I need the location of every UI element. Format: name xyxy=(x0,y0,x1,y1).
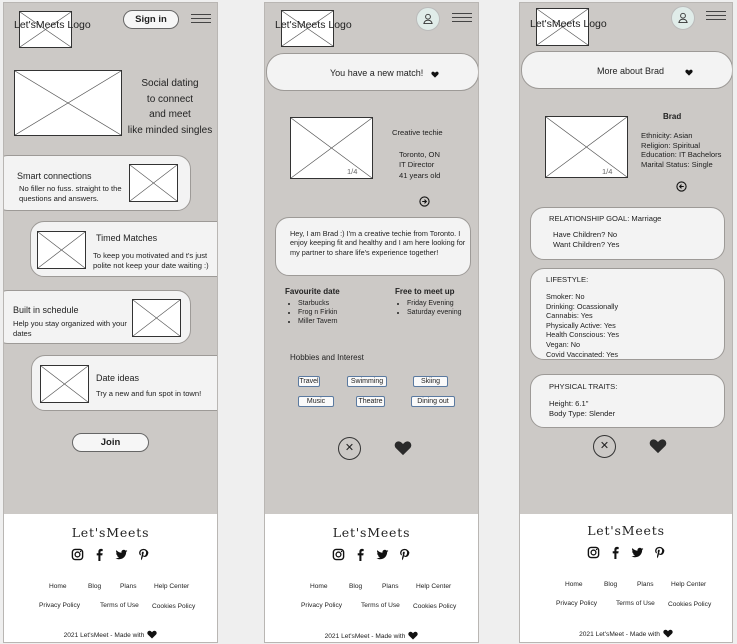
footer-link-help-center[interactable]: Help Center xyxy=(671,581,707,588)
user-icon[interactable] xyxy=(416,7,440,31)
traits-body-type: Body Type: Slender xyxy=(549,409,616,418)
arrow-left-icon[interactable] xyxy=(676,181,687,192)
profile-photo[interactable] xyxy=(290,117,373,179)
copyright xyxy=(520,629,732,638)
feature-title: Date ideas xyxy=(96,373,140,383)
logo-text[interactable]: Let'sMeets Logo xyxy=(530,18,607,30)
hobby-tag[interactable]: Dining out xyxy=(411,396,455,407)
feature-desc: No filler no fuss. straight to the questions and answers. xyxy=(19,184,122,203)
footer-link-cookies[interactable]: Cookies Policy xyxy=(668,601,712,608)
physical-traits-card xyxy=(530,374,725,428)
feature-image xyxy=(37,231,86,269)
menu-icon[interactable] xyxy=(191,14,211,25)
profile-photo[interactable] xyxy=(545,116,628,178)
list-item: • Miller Tavern xyxy=(298,318,340,327)
hero-tagline xyxy=(126,76,214,138)
lifestyle-item: Smoker: No xyxy=(546,292,585,301)
photo-counter: 1/4 xyxy=(347,167,358,176)
profile-job: IT Director xyxy=(399,160,435,169)
relationship-goal-card xyxy=(530,207,725,260)
feature-card-smart-connections xyxy=(3,155,191,211)
twitter-icon[interactable] xyxy=(115,548,128,561)
facebook-icon[interactable] xyxy=(609,546,622,559)
copyright-text: 2021 Let'sMeet - Made with xyxy=(63,632,145,639)
want-children: Want Children? Yes xyxy=(553,240,620,249)
feature-title: Smart connections xyxy=(17,171,92,181)
traits-height: Height: 6.1" xyxy=(549,399,589,408)
relationship-goal: RELATIONSHIP GOAL: Marriage xyxy=(549,214,662,223)
instagram-icon[interactable] xyxy=(71,548,84,561)
list-item: • Friday Evening xyxy=(407,300,461,309)
photo-counter: 1/4 xyxy=(602,167,613,176)
footer-link-plans[interactable]: Plans xyxy=(120,583,137,590)
lifestyle-list xyxy=(546,292,619,359)
hobby-tag[interactable]: Music xyxy=(298,396,334,407)
feature-card-built-in-schedule xyxy=(3,290,191,344)
bio-card xyxy=(275,217,471,276)
instagram-icon[interactable] xyxy=(332,548,345,561)
footer-link-privacy[interactable]: Privacy Policy xyxy=(39,602,81,609)
lifestyle-item: Physically Active: Yes xyxy=(546,320,616,330)
hero-line: like minded singles xyxy=(127,124,213,136)
footer-link-home[interactable]: Home xyxy=(310,583,328,590)
footer-link-cookies[interactable]: Cookies Policy xyxy=(413,603,457,610)
detail-line: Education: IT Bachelors xyxy=(641,150,722,160)
social-links xyxy=(4,548,217,561)
feature-image xyxy=(129,164,178,202)
feature-desc: Help you stay organized with your dates xyxy=(13,319,127,338)
hero-image xyxy=(14,70,122,136)
like-heart-icon[interactable] xyxy=(649,438,667,454)
instagram-icon[interactable] xyxy=(587,546,600,559)
footer-link-privacy[interactable]: Privacy Policy xyxy=(556,600,598,607)
detail-line: Religion: Spiritual xyxy=(641,140,701,150)
heart-icon xyxy=(408,631,418,640)
copyright-text: 2021 Let'sMeet - Made with xyxy=(579,631,660,638)
facebook-icon[interactable] xyxy=(354,548,367,561)
pinterest-icon[interactable] xyxy=(137,548,150,561)
user-icon[interactable] xyxy=(671,6,695,30)
footer-brand: Let'sMeets xyxy=(332,525,411,540)
logo-text[interactable]: Let'sMeets Logo xyxy=(275,19,352,31)
profile-details xyxy=(641,131,721,170)
footer xyxy=(265,514,478,642)
copyright xyxy=(265,631,478,640)
banner-text: You have a new match! xyxy=(330,68,424,78)
landing-screen xyxy=(3,2,218,643)
reject-button[interactable]: ✕ xyxy=(338,437,361,460)
feature-desc: To keep you motivated and t's just polite not keep your date waiting :) xyxy=(93,251,209,270)
lifestyle-item: Drinking: Ocassionally xyxy=(546,301,619,311)
feature-card-date-ideas xyxy=(31,355,218,411)
profile-age: 41 years old xyxy=(399,171,441,180)
footer xyxy=(520,514,732,642)
footer-link-blog[interactable]: Blog xyxy=(349,583,363,590)
bio-text: Hey, I am Brad :) I'm a creative techie from Toronto. I enjoy keeping fit and healthy and I am here looking for my partner to share life's experience together! xyxy=(290,229,466,257)
lifestyle-title: LIFESTYLE: xyxy=(546,275,589,284)
detail-line: Ethnicity: Asian xyxy=(641,131,693,140)
hero-line: to connect xyxy=(146,93,194,105)
feature-image xyxy=(40,365,89,403)
free-to-meet-list xyxy=(397,300,461,318)
footer-link-plans[interactable]: Plans xyxy=(637,581,654,588)
pinterest-icon[interactable] xyxy=(653,546,666,559)
footer-link-help-center[interactable]: Help Center xyxy=(154,583,190,590)
footer-link-home[interactable]: Home xyxy=(565,581,583,588)
footer-link-terms[interactable]: Terms of Use xyxy=(616,600,655,607)
lifestyle-card xyxy=(530,268,725,360)
footer-link-home[interactable]: Home xyxy=(49,583,67,590)
hobby-tag[interactable]: Theatre xyxy=(356,396,385,407)
profile-tagline: Creative techie xyxy=(392,128,443,137)
social-links xyxy=(520,546,732,559)
footer-link-help-center[interactable]: Help Center xyxy=(416,583,452,590)
lifestyle-item: Cannabis: Yes xyxy=(546,311,593,321)
profile-details-screen xyxy=(519,2,733,643)
footer-link-terms[interactable]: Terms of Use xyxy=(100,602,139,609)
hobby-tag[interactable]: Travel xyxy=(299,378,319,385)
footer-link-plans[interactable]: Plans xyxy=(382,583,399,590)
twitter-icon[interactable] xyxy=(376,548,389,561)
hobby-tag[interactable]: Swimming xyxy=(347,376,387,387)
lifestyle-item: Covid Vaccinated: Yes xyxy=(546,349,619,359)
logo-text[interactable]: Let'sMeets Logo xyxy=(14,19,91,31)
footer-link-blog[interactable]: Blog xyxy=(604,581,618,588)
more-about-banner[interactable] xyxy=(521,51,733,89)
join-button[interactable]: Join xyxy=(72,433,149,452)
list-item: • Starbucks xyxy=(298,300,340,309)
footer-link-blog[interactable]: Blog xyxy=(88,583,102,590)
arrow-right-icon[interactable] xyxy=(419,196,430,207)
banner-text: More about Brad xyxy=(597,66,665,76)
copyright xyxy=(4,630,217,639)
feature-card-timed-matches xyxy=(30,221,218,277)
heart-icon xyxy=(663,629,673,638)
footer-link-privacy[interactable]: Privacy Policy xyxy=(301,602,343,609)
lifestyle-item: Health Conscious: Yes xyxy=(546,330,620,340)
facebook-icon[interactable] xyxy=(93,548,106,561)
sign-in-button[interactable]: Sign in xyxy=(123,10,179,29)
heart-icon xyxy=(685,69,693,76)
free-to-meet-title: Free to meet up xyxy=(395,287,455,296)
feature-title: Built in schedule xyxy=(13,305,79,315)
match-screen xyxy=(264,2,479,643)
free-to-meet xyxy=(395,287,461,318)
traits-title: PHYSICAL TRAITS: xyxy=(549,382,618,391)
footer xyxy=(4,514,217,642)
list-item: • Saturday evening xyxy=(407,309,461,318)
like-heart-icon[interactable] xyxy=(394,440,412,456)
footer-link-cookies[interactable]: Cookies Policy xyxy=(152,603,196,610)
profile-location: Toronto, ON xyxy=(399,150,440,159)
favourite-date-list xyxy=(288,300,340,327)
feature-title: Timed Matches xyxy=(96,233,158,243)
footer-brand: Let'sMeets xyxy=(587,523,665,538)
pinterest-icon[interactable] xyxy=(398,548,411,561)
hero-line: Social dating xyxy=(141,78,199,89)
reject-button[interactable]: ✕ xyxy=(593,435,616,458)
feature-desc: Try a new and fun spot in town! xyxy=(96,389,202,398)
footer-link-terms[interactable]: Terms of Use xyxy=(361,602,400,609)
lifestyle-item: Vegan: No xyxy=(546,339,581,349)
new-match-banner[interactable] xyxy=(266,53,479,91)
favourite-date xyxy=(285,287,340,327)
menu-icon[interactable] xyxy=(452,13,472,24)
hobbies-title: Hobbies and Interest xyxy=(290,353,364,362)
heart-icon xyxy=(147,630,157,639)
social-links xyxy=(265,548,478,561)
twitter-icon[interactable] xyxy=(631,546,644,559)
list-item: • Frog n Firkin xyxy=(298,309,340,318)
favourite-date-title: Favourite date xyxy=(285,287,340,296)
hobby-tag[interactable]: Skiing xyxy=(413,376,448,387)
menu-icon[interactable] xyxy=(706,11,726,22)
heart-icon xyxy=(431,71,439,78)
have-children: Have Children? No xyxy=(553,230,618,239)
copyright-text: 2021 Let'sMeet - Made with xyxy=(324,633,406,640)
feature-image xyxy=(132,299,181,337)
footer-brand: Let'sMeets xyxy=(71,525,150,540)
detail-line: Marital Status: Single xyxy=(641,160,713,170)
profile-name: Brad xyxy=(663,112,682,121)
hero-line: and meet xyxy=(149,109,191,120)
